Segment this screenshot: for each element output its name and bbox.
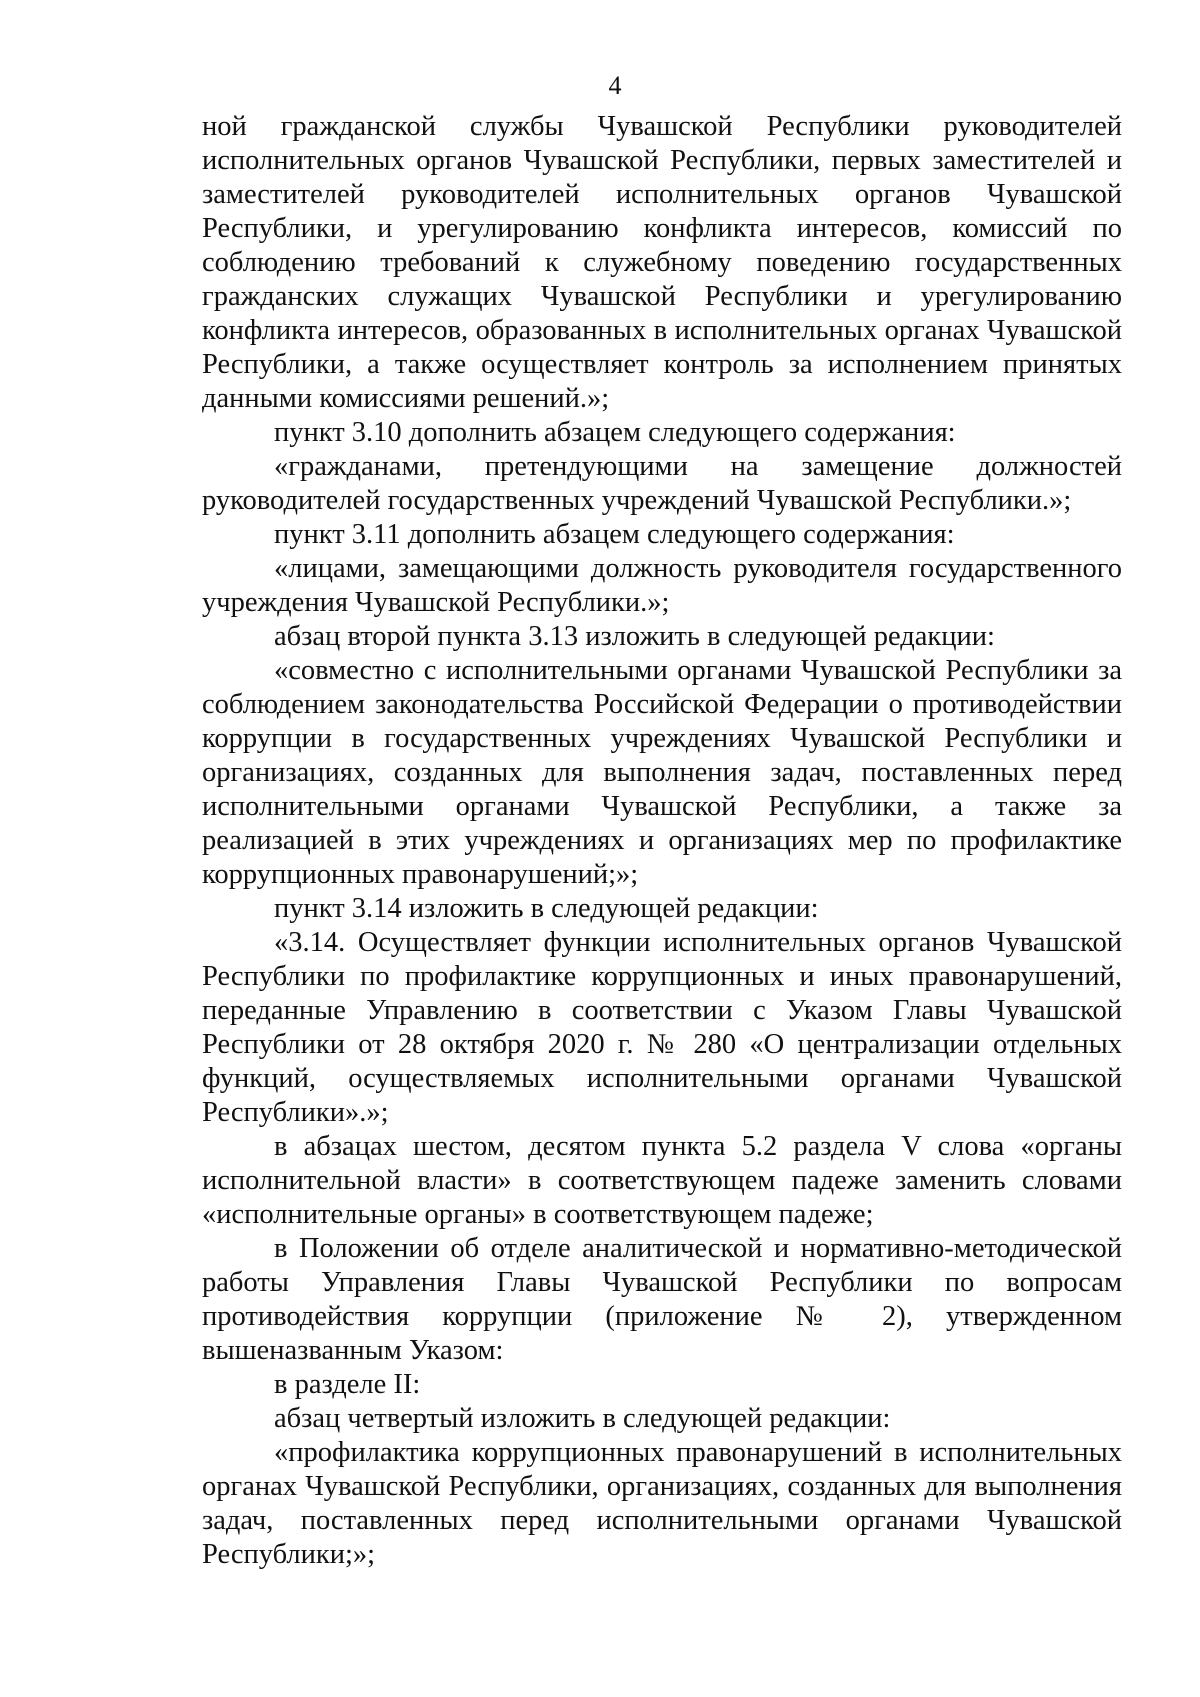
- paragraph-1: ной гражданской службы Чувашской Республики руководителей исполнительных органов Чувашской Республики, первых заместителей и заместителей руководителей исполнительных органов Чувашской Республики, и урегулированию конфликта интересов, комиссий по соблюдению требований к служебному поведению государственных гражданских служащих Чувашской Республики и урегулированию конфликта интересов, образованных в исполнительных органах Чувашской Республики, а также осуществляет контроль за исполнением принятых данными комиссиями решений.»;: [202, 111, 1122, 414]
- paragraph-2: пункт 3.10 дополнить абзацем следующего содержания:: [274, 417, 956, 448]
- paragraph-14: «профилактика коррупционных правонарушений в исполнительных органах Чувашской Республики, организациях, созданных для выполнения задач, поставленных перед исполнительными органами Чувашской Республики;»;: [202, 1437, 1122, 1570]
- paragraph-9: «3.14. Осуществляет функции исполнительных органов Чувашской Республики по профилактике коррупционных и иных правонарушений, переданные Управлению в соответствии с Указом Главы Чувашской Республики от 28 октября 2020 г. № 280 «О централизации отдельных функций, осуществляемых исполнительными органами Чувашской Республики».»;: [202, 927, 1122, 1128]
- document-body: [202, 110, 1122, 1572]
- paragraph-10: в абзацах шестом, десятом пункта 5.2 раздела V слова «органы исполнительной власти» в соответствующем падеже заменить словами «исполнительные органы» в соответствующем падеже;: [202, 1131, 1122, 1230]
- paragraph-8: пункт 3.14 изложить в следующей редакции:: [274, 893, 819, 924]
- paragraph-11: в Положении об отделе аналитической и нормативно-методической работы Управления Главы Чувашской Республики по вопросам противодействия коррупции (приложение № 2), утвержденном вышеназванным Указом:: [202, 1233, 1122, 1366]
- paragraph-5: «лицами, замещающими должность руководителя государственного учреждения Чувашской Республики.»;: [202, 553, 1122, 618]
- paragraph-7: «совместно с исполнительными органами Чувашской Республики за соблюдением законодательства Российской Федерации о противодействии коррупции в государственных учреждениях Чувашской Республики и организациях, созданных для выполнения задач, поставленных перед исполнительными органами Чувашской Республики, а также за реализацией в этих учреждениях и организациях мер по профилактике коррупционных правонарушений;»;: [202, 655, 1122, 890]
- paragraph-13: абзац четвертый изложить в следующей редакции:: [274, 1403, 891, 1434]
- paragraph-6: абзац второй пункта 3.13 изложить в следующей редакции:: [274, 621, 995, 652]
- paragraph-3: «гражданами, претендующими на замещение должностей руководителей государственных учреждений Чувашской Республики.»;: [202, 451, 1122, 516]
- page-number: 4: [608, 71, 622, 100]
- paragraph-12: в разделе II:: [274, 1369, 421, 1400]
- paragraph-4: пункт 3.11 дополнить абзацем следующего содержания:: [274, 519, 955, 550]
